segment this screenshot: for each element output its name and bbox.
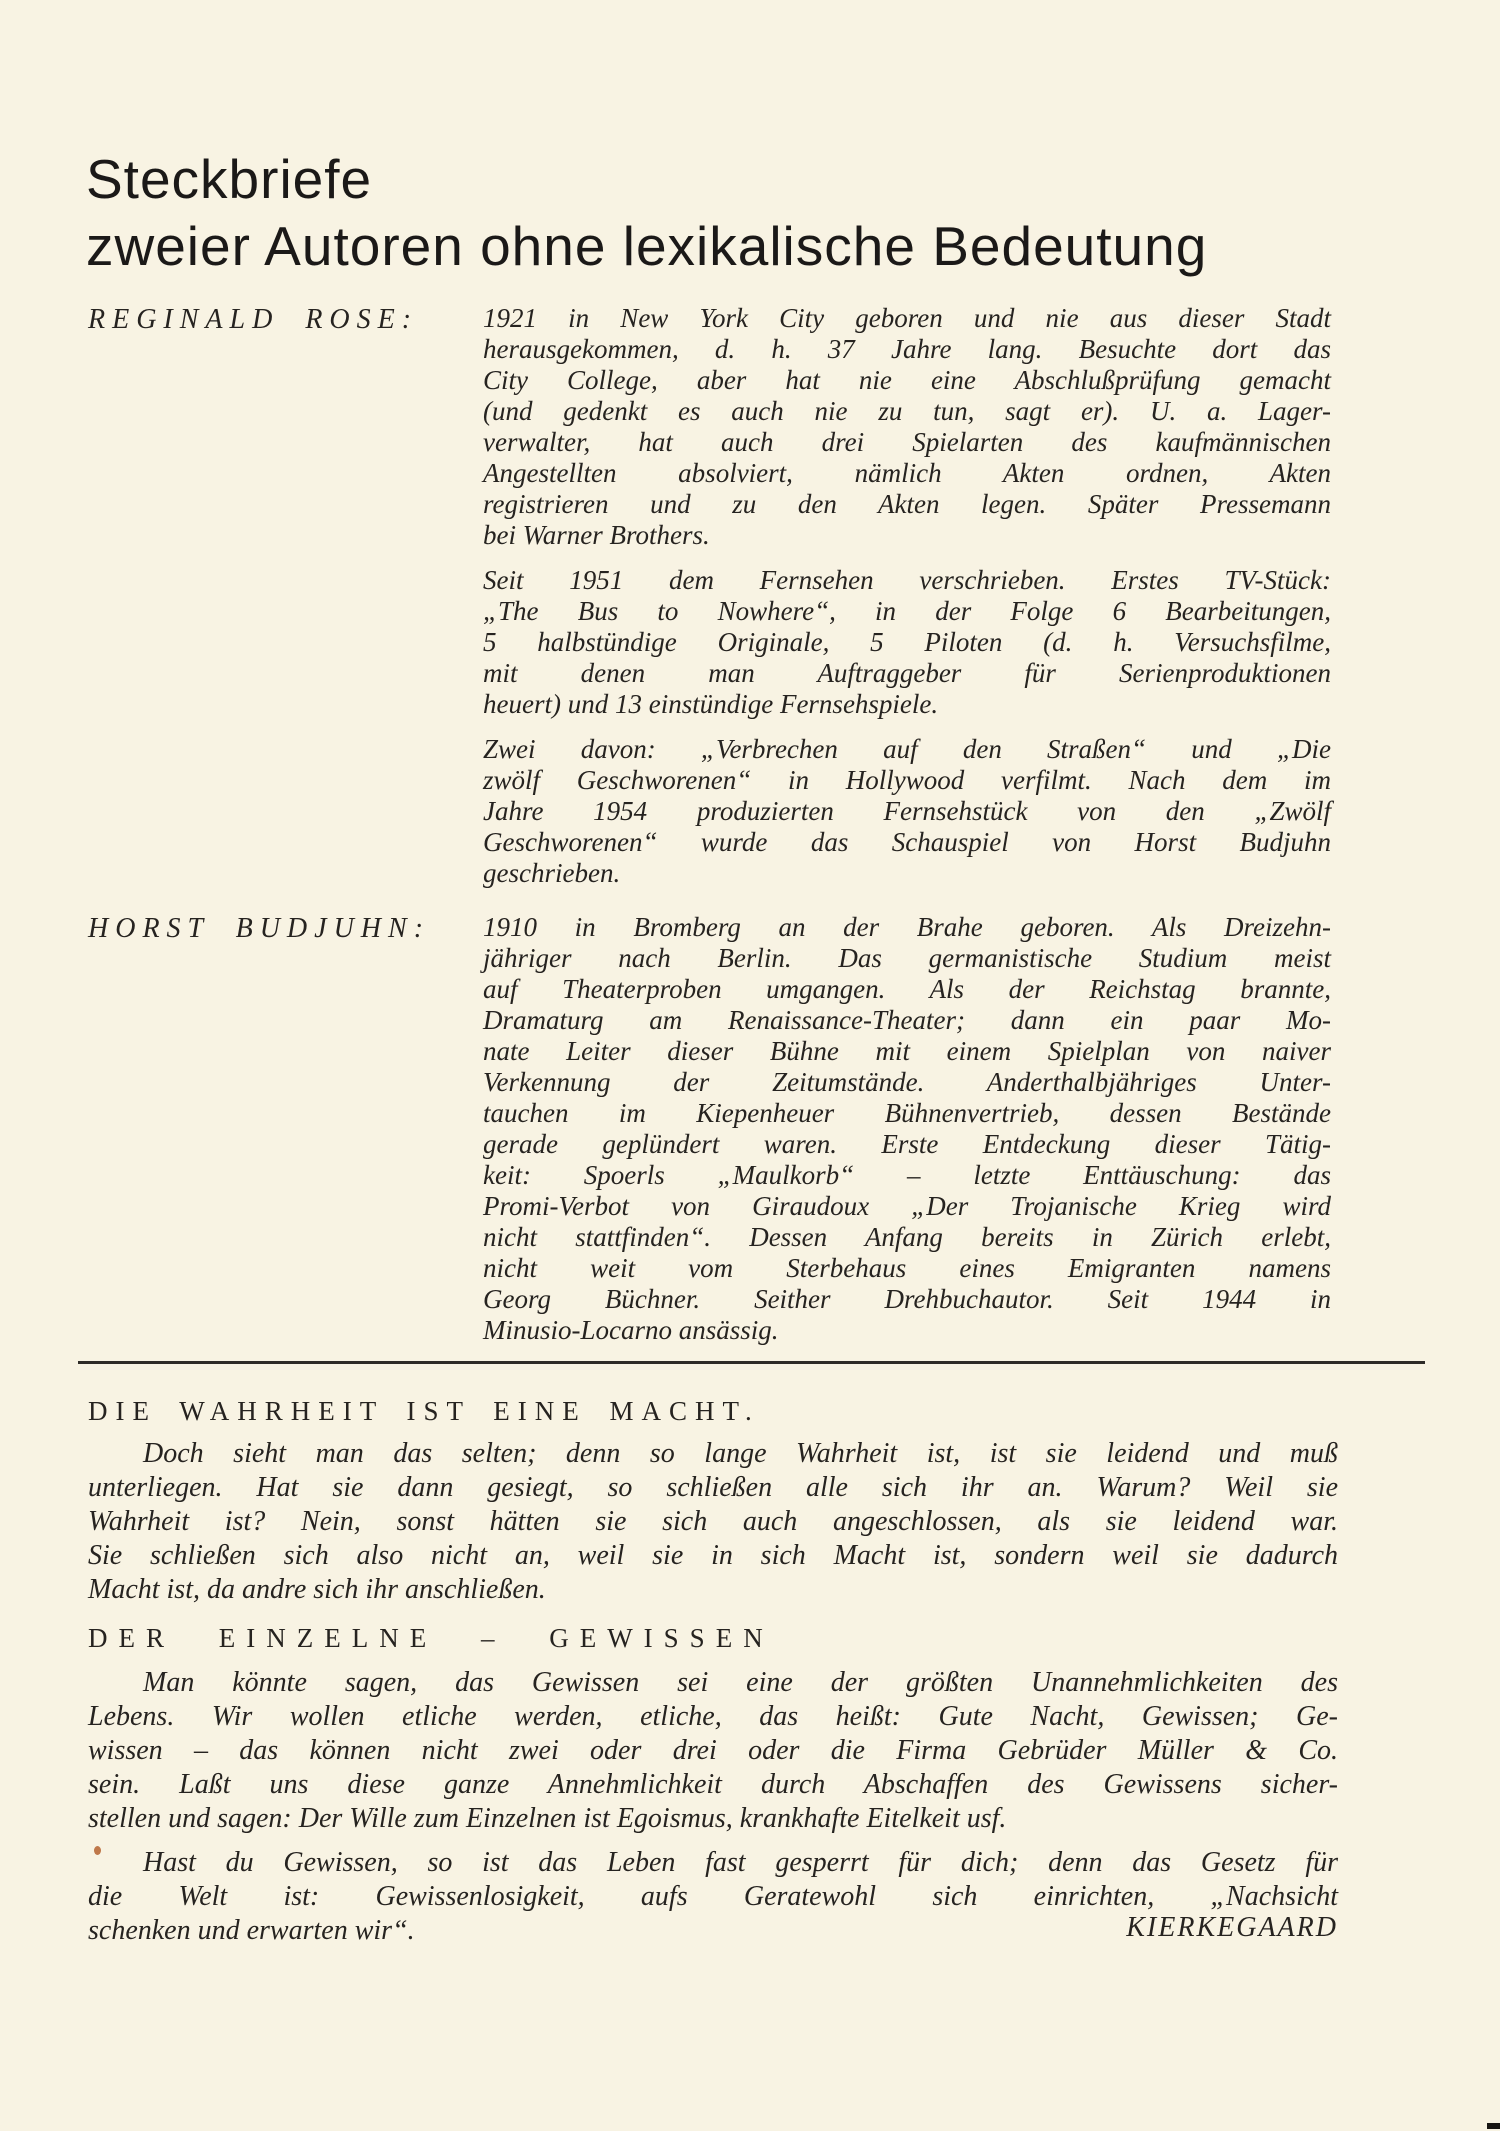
text-line: Sie schließen sich also nicht an, weil sie in sich Macht ist, sondern weil sie dadurch: [88, 1540, 1338, 1571]
text-line: stellen und sagen: Der Wille zum Einzelnen ist Egoismus, krankhafte Eitelkeit usf.: [88, 1803, 1007, 1834]
text-line: Verkennung der Zeitumstände. Anderthalbjähriges Unter-: [483, 1067, 1331, 1097]
text-line: bei Warner Brothers.: [483, 520, 710, 550]
text-line: jähriger nach Berlin. Das germanistische Studium meist: [483, 943, 1331, 973]
text-line: Lebens. Wir wollen etliche werden, etliche, das heißt: Gute Nacht, Gewissen; Ge-: [88, 1701, 1338, 1732]
title-line-2: zweier Autoren ohne lexikalische Bedeutung: [86, 215, 1208, 277]
text-line: „The Bus to Nowhere“, in der Folge 6 Bearbeitungen,: [483, 596, 1331, 626]
bio-paragraph: [483, 734, 1331, 889]
text-line: Hast du Gewissen, so ist das Leben fast gesperrt für dich; denn das Gesetz für: [143, 1847, 1338, 1878]
text-line: mit denen man Auftraggeber für Serienproduktionen: [483, 658, 1331, 688]
text-line: Geschworenen“ wurde das Schauspiel von Horst Budjuhn: [483, 827, 1331, 857]
text-line: gerade geplündert waren. Erste Entdeckung dieser Tätig-: [483, 1129, 1331, 1159]
text-line: zwölf Geschworenen“ in Hollywood verfilmt. Nach dem im: [483, 765, 1331, 795]
text-line: wissen – das können nicht zwei oder drei oder die Firma Gebrüder Müller & Co.: [88, 1735, 1338, 1766]
text-line: Seit 1951 dem Fernsehen verschrieben. Erstes TV-Stück:: [483, 565, 1331, 595]
text-line: (und gedenkt es auch nie zu tun, sagt er). U. a. Lager-: [483, 396, 1331, 426]
text-line: unterliegen. Hat sie dann gesiegt, so schließen alle sich ihr an. Warum? Weil sie: [88, 1472, 1338, 1503]
text-line: Man könnte sagen, das Gewissen sei eine der größten Unannehmlichkeiten des: [143, 1667, 1338, 1698]
section-heading-wahrheit: DIE WAHRHEIT IST EINE MACHT.: [88, 1396, 760, 1426]
bio-paragraph: [483, 912, 1331, 1346]
text-line: Georg Büchner. Seither Drehbuchautor. Seit 1944 in: [483, 1284, 1331, 1314]
text-line: City College, aber hat nie eine Abschlußprüfung gemacht: [483, 365, 1331, 395]
text-line: keit: Spoerls „Maulkorb“ – letzte Enttäuschung: das: [483, 1160, 1331, 1190]
text-line: die Welt ist: Gewissenlosigkeit, aufs Geratewohl sich einrichten, „Nachsicht: [88, 1881, 1338, 1912]
text-line: Minusio-Locarno ansässig.: [483, 1315, 779, 1345]
text-line: 1910 in Bromberg an der Brahe geboren. Als Dreizehn-: [483, 912, 1331, 942]
page-title: [86, 146, 1207, 280]
text-line: herausgekommen, d. h. 37 Jahre lang. Besuchte dort das: [483, 334, 1331, 364]
text-line: sein. Laßt uns diese ganze Annehmlichkeit durch Abschaffen des Gewissens sicher-: [88, 1769, 1338, 1800]
text-line: Zwei davon: „Verbrechen auf den Straßen“ und „Die: [483, 734, 1331, 764]
text-line: heuert) und 13 einstündige Fernsehspiele.: [483, 689, 939, 719]
text-line: Angestellten absolviert, nämlich Akten ordnen, Akten: [483, 458, 1331, 488]
section-divider-rule: [78, 1361, 1425, 1364]
section-paragraph: [88, 1666, 1338, 1836]
text-line: 5 halbstündige Originale, 5 Piloten (d. h. Versuchsfilme,: [483, 627, 1331, 657]
text-line: Dramaturg am Renaissance-Theater; dann ein paar Mo-: [483, 1005, 1331, 1035]
text-line: schenken und erwarten wir“.: [88, 1915, 415, 1946]
text-line: nicht weit vom Sterbehaus eines Emigranten namens: [483, 1253, 1331, 1283]
attribution-kierkegaard: KIERKEGAARD: [1126, 1912, 1338, 1943]
bio-paragraph: [483, 565, 1331, 720]
text-line: auf Theaterproben umgangen. Als der Reichstag brannte,: [483, 974, 1331, 1004]
bio-paragraph: [483, 303, 1331, 551]
scan-speck-rust: [94, 1846, 101, 1855]
author-name-label: HORST BUDJUHN:: [88, 913, 431, 944]
text-line: Wahrheit ist? Nein, sonst hätten sie sich auch angeschlossen, als sie leidend war.: [88, 1506, 1338, 1537]
section-heading-einzelne: DER EINZELNE – GEWISSEN: [88, 1623, 774, 1653]
title-line-1: Steckbriefe: [86, 148, 373, 210]
text-line: nicht stattfinden“. Dessen Anfang bereits in Zürich erlebt,: [483, 1222, 1331, 1252]
text-line: Jahre 1954 produzierten Fernsehstück von den „Zwölf: [483, 796, 1331, 826]
text-line: 1921 in New York City geboren und nie aus dieser Stadt: [483, 303, 1331, 333]
text-line: nate Leiter dieser Bühne mit einem Spielplan von naiver: [483, 1036, 1331, 1066]
text-line: Promi-Verbot von Giraudoux „Der Trojanische Krieg wird: [483, 1191, 1331, 1221]
text-line: registrieren und zu den Akten legen. Später Pressemann: [483, 489, 1331, 519]
section-paragraph: [88, 1437, 1338, 1607]
author-name-label: REGINALD ROSE:: [88, 304, 419, 335]
text-line: Macht ist, da andre sich ihr anschließen.: [88, 1574, 546, 1605]
scan-speck-dark: [1487, 2123, 1500, 2129]
text-line: tauchen im Kiepenheuer Bühnenvertrieb, dessen Bestände: [483, 1098, 1331, 1128]
text-line: verwalter, hat auch drei Spielarten des kaufmännischen: [483, 427, 1331, 457]
text-line: Doch sieht man das selten; denn so lange Wahrheit ist, ist sie leidend und muß: [143, 1438, 1338, 1469]
author-bio-reginald-rose: [88, 303, 1331, 903]
author-bio-horst-budjuhn: [88, 912, 1331, 1360]
text-line: geschrieben.: [483, 858, 621, 888]
